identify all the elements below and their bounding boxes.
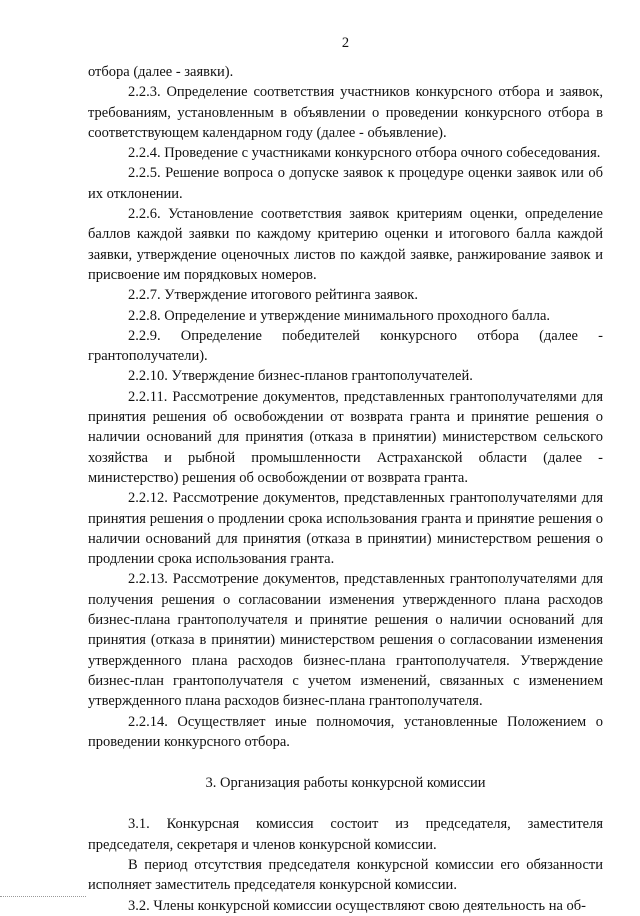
paragraph-2-2-8: 2.2.8. Определение и утверждение минимального проходного балла. xyxy=(128,307,551,324)
paragraph-2-2-11: 2.2.11. Рассмотрение документов, представленных грантополучателями для принятия решения об освобождении от возврата гранта и принятие решения о наличии оснований для принятия (отказа в принятии) министерством сельского хозяйства и рыбной промышленности Астраханской области (далее - министерство) решения об освобождении от возврата гранта. xyxy=(88,388,603,486)
paragraph-2-2-5: 2.2.5. Решение вопроса о допуске заявок к процедуре оценки заявок или об их отклонении. xyxy=(88,165,603,202)
paragraph-2-2-10: 2.2.10. Утверждение бизнес-планов грантополучателей. xyxy=(128,368,473,385)
paragraph-2-2-14: 2.2.14. Осуществляет иные полномочия, установленные Положением о проведении конкурсного отбора. xyxy=(88,713,603,750)
footer-divider xyxy=(0,896,86,897)
paragraph-2-2-3: 2.2.3. Определение соответствия участников конкурсного отбора и заявок, требованиям, установленным в объявлении о проведении конкурсного отбора в соответствующем календарном году (далее - объявление). xyxy=(88,84,603,141)
paragraph-2-2-6: 2.2.6. Установление соответствия заявок критериям оценки, определение баллов каждой заявки по каждому критерию оценки и итогового балла каждой заявки, утверждение оценочных листов по каждой заявке, ранжирование заявок и присвоение им порядковых номеров. xyxy=(88,206,603,283)
paragraph-continuation: отбора (далее - заявки). xyxy=(88,64,234,80)
paragraph-2-2-12: 2.2.12. Рассмотрение документов, представленных грантополучателями для принятия решения о продлении срока использования гранта и принятие решения о наличии оснований для принятия (отказа в принятии) министерством решения о продлении срока использования гранта. xyxy=(88,490,603,568)
section-heading: 3. Организация работы конкурсной комиссии xyxy=(205,775,486,792)
paragraph-2-2-9: 2.2.9. Определение победителей конкурсного отбора (далее - грантополучатели). xyxy=(88,327,603,365)
paragraph-3-2: 3.2. Члены конкурсной комиссии осуществляют свою деятельность на об- xyxy=(128,897,586,914)
page-number: 2 xyxy=(341,35,350,51)
paragraph-2-2-7: 2.2.7. Утверждение итогового рейтинга заявок. xyxy=(128,287,418,304)
paragraph-2-2-4: 2.2.4. Проведение с участниками конкурсного отбора очного собеседования. xyxy=(128,145,601,162)
paragraph-3-1: 3.1. Конкурсная комиссия состоит из председателя, заместителя председателя, секретаря и членов конкурсной комиссии. xyxy=(88,816,603,853)
paragraph-2-2-13: 2.2.13. Рассмотрение документов, представленных грантополучателями для получения решения о согласовании изменения утвержденного плана расходов бизнес-плана грантополучателя и принятие решения о наличии оснований для принятия (отказа в принятии) министерством решения о согласовании изменения утвержденного плана расходов бизнес-плана грантополучателя. Утверждение бизнес-план грантополучателя с учетом изменений, связанных с изменением утвержденного плана расходов бизнес-плана грантополучателя. xyxy=(88,571,603,710)
document-body xyxy=(88,62,603,916)
paragraph-3-1-absence: В период отсутствия председателя конкурсной комиссии его обязанности исполняет заместитель председателя конкурсной комиссии. xyxy=(88,856,603,894)
